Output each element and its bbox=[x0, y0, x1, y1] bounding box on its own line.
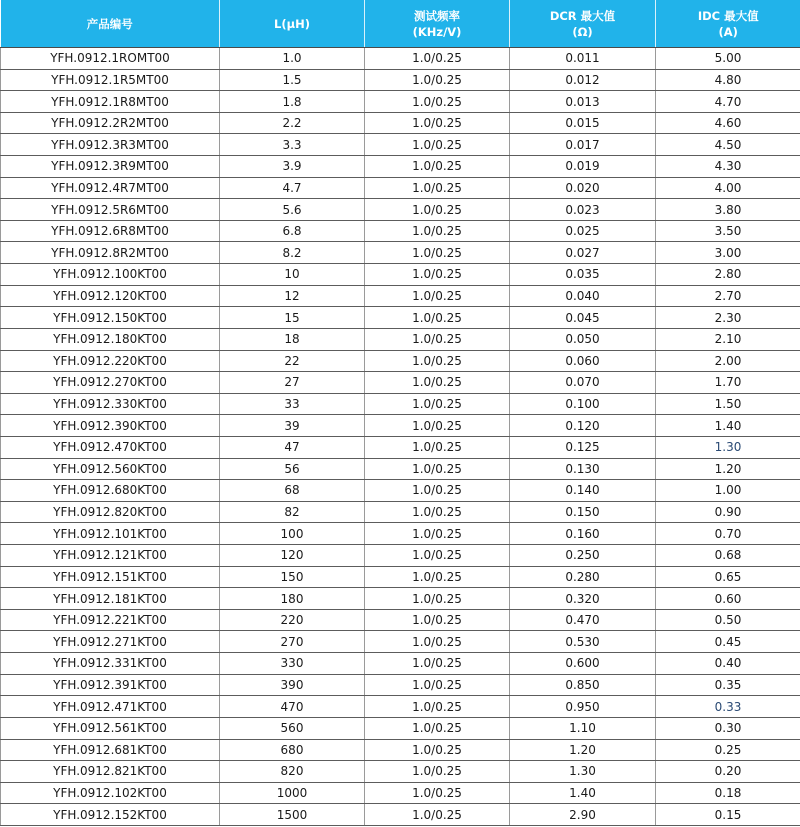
test-frequency-cell: 1.0/0.25 bbox=[365, 393, 510, 415]
inductance-cell: 82 bbox=[220, 501, 365, 523]
test-frequency-cell: 1.0/0.25 bbox=[365, 717, 510, 739]
idc-max-cell: 4.00 bbox=[656, 177, 800, 199]
idc-max-cell: 3.00 bbox=[656, 242, 800, 264]
part-number-cell: YFH.0912.561KT00 bbox=[1, 717, 220, 739]
dcr-max-cell: 0.120 bbox=[510, 415, 656, 437]
part-number-cell: YFH.0912.100KT00 bbox=[1, 264, 220, 286]
dcr-max-cell: 0.015 bbox=[510, 112, 656, 134]
idc-max-cell: 1.40 bbox=[656, 415, 800, 437]
idc-max-cell: 2.30 bbox=[656, 307, 800, 329]
test-frequency-cell: 1.0/0.25 bbox=[365, 782, 510, 804]
idc-max-cell: 1.20 bbox=[656, 458, 800, 480]
dcr-max-cell: 0.013 bbox=[510, 91, 656, 113]
test-frequency-cell: 1.0/0.25 bbox=[365, 761, 510, 783]
part-number-cell: YFH.0912.150KT00 bbox=[1, 307, 220, 329]
table-row bbox=[1, 739, 800, 761]
header-idc-max-label: IDC 最大值 bbox=[697, 8, 759, 23]
table-row bbox=[1, 588, 800, 610]
test-frequency-cell: 1.0/0.25 bbox=[365, 134, 510, 156]
table-row bbox=[1, 307, 800, 329]
part-number-cell: YFH.0912.102KT00 bbox=[1, 782, 220, 804]
part-number-cell: YFH.0912.220KT00 bbox=[1, 350, 220, 372]
table-row bbox=[1, 350, 800, 372]
table-row bbox=[1, 134, 800, 156]
header-part-number-label: 产品编号 bbox=[86, 16, 133, 31]
idc-max-cell: 1.70 bbox=[656, 372, 800, 394]
part-number-cell: YFH.0912.470KT00 bbox=[1, 436, 220, 458]
inductance-cell: 330 bbox=[220, 653, 365, 675]
dcr-max-cell: 0.160 bbox=[510, 523, 656, 545]
table-row bbox=[1, 804, 800, 826]
table-row bbox=[1, 91, 800, 113]
test-frequency-cell: 1.0/0.25 bbox=[365, 523, 510, 545]
dcr-max-cell: 0.100 bbox=[510, 393, 656, 415]
part-number-cell: YFH.0912.680KT00 bbox=[1, 480, 220, 502]
dcr-max-cell: 0.017 bbox=[510, 134, 656, 156]
inductance-cell: 56 bbox=[220, 458, 365, 480]
inductance-cell: 820 bbox=[220, 761, 365, 783]
inductance-cell: 47 bbox=[220, 436, 365, 458]
test-frequency-cell: 1.0/0.25 bbox=[365, 739, 510, 761]
part-number-cell: YFH.0912.4R7MT00 bbox=[1, 177, 220, 199]
test-frequency-cell: 1.0/0.25 bbox=[365, 112, 510, 134]
dcr-max-cell: 0.025 bbox=[510, 220, 656, 242]
part-number-cell: YFH.0912.271KT00 bbox=[1, 631, 220, 653]
test-frequency-cell: 1.0/0.25 bbox=[365, 696, 510, 718]
dcr-max-cell: 0.140 bbox=[510, 480, 656, 502]
dcr-max-cell: 0.011 bbox=[510, 48, 656, 70]
idc-max-cell: 4.30 bbox=[656, 156, 800, 178]
idc-max-cell: 0.40 bbox=[656, 653, 800, 675]
inductance-cell: 100 bbox=[220, 523, 365, 545]
inductance-cell: 39 bbox=[220, 415, 365, 437]
idc-max-cell: 0.18 bbox=[656, 782, 800, 804]
inductance-cell: 3.3 bbox=[220, 134, 365, 156]
part-number-cell: YFH.0912.1R8MT00 bbox=[1, 91, 220, 113]
test-frequency-cell: 1.0/0.25 bbox=[365, 609, 510, 631]
test-frequency-cell: 1.0/0.25 bbox=[365, 372, 510, 394]
inductance-cell: 18 bbox=[220, 328, 365, 350]
inductance-cell: 33 bbox=[220, 393, 365, 415]
inductance-cell: 270 bbox=[220, 631, 365, 653]
inductance-cell: 68 bbox=[220, 480, 365, 502]
test-frequency-cell: 1.0/0.25 bbox=[365, 415, 510, 437]
header-inductance bbox=[220, 0, 365, 48]
table-row bbox=[1, 631, 800, 653]
test-frequency-cell: 1.0/0.25 bbox=[365, 588, 510, 610]
table-row bbox=[1, 653, 800, 675]
table-row bbox=[1, 177, 800, 199]
table-row bbox=[1, 782, 800, 804]
idc-max-cell: 5.00 bbox=[656, 48, 800, 70]
part-number-cell: YFH.0912.121KT00 bbox=[1, 545, 220, 567]
test-frequency-cell: 1.0/0.25 bbox=[365, 177, 510, 199]
test-frequency-cell: 1.0/0.25 bbox=[365, 804, 510, 826]
header-test-frequency-label: 测试频率 bbox=[414, 8, 460, 23]
part-number-cell: YFH.0912.471KT00 bbox=[1, 696, 220, 718]
table-row bbox=[1, 717, 800, 739]
header-row bbox=[1, 0, 800, 48]
inductance-cell: 150 bbox=[220, 566, 365, 588]
dcr-max-cell: 0.020 bbox=[510, 177, 656, 199]
table-row bbox=[1, 415, 800, 437]
table-body bbox=[1, 48, 800, 826]
header-inductance-label: L(μH) bbox=[274, 16, 310, 31]
inductance-cell: 1000 bbox=[220, 782, 365, 804]
part-number-cell: YFH.0912.3R3MT00 bbox=[1, 134, 220, 156]
test-frequency-cell: 1.0/0.25 bbox=[365, 436, 510, 458]
test-frequency-cell: 1.0/0.25 bbox=[365, 653, 510, 675]
dcr-max-cell: 0.280 bbox=[510, 566, 656, 588]
test-frequency-cell: 1.0/0.25 bbox=[365, 242, 510, 264]
test-frequency-cell: 1.0/0.25 bbox=[365, 264, 510, 286]
idc-max-cell: 0.68 bbox=[656, 545, 800, 567]
table-row bbox=[1, 264, 800, 286]
dcr-max-cell: 0.035 bbox=[510, 264, 656, 286]
inductance-cell: 1.5 bbox=[220, 69, 365, 91]
inductance-cell: 120 bbox=[220, 545, 365, 567]
table-row bbox=[1, 48, 800, 70]
header-dcr-max bbox=[510, 0, 656, 48]
inductance-cell: 470 bbox=[220, 696, 365, 718]
idc-max-cell: 0.45 bbox=[656, 631, 800, 653]
part-number-cell: YFH.0912.181KT00 bbox=[1, 588, 220, 610]
inductance-cell: 10 bbox=[220, 264, 365, 286]
inductance-cell: 3.9 bbox=[220, 156, 365, 178]
idc-max-cell: 0.15 bbox=[656, 804, 800, 826]
dcr-max-cell: 1.10 bbox=[510, 717, 656, 739]
table-row bbox=[1, 501, 800, 523]
dcr-max-cell: 0.530 bbox=[510, 631, 656, 653]
part-number-cell: YFH.0912.270KT00 bbox=[1, 372, 220, 394]
dcr-max-cell: 1.30 bbox=[510, 761, 656, 783]
dcr-max-cell: 2.90 bbox=[510, 804, 656, 826]
header-idc-max-unit: (A) bbox=[718, 24, 738, 39]
idc-max-cell: 0.25 bbox=[656, 739, 800, 761]
dcr-max-cell: 0.150 bbox=[510, 501, 656, 523]
test-frequency-cell: 1.0/0.25 bbox=[365, 91, 510, 113]
header-idc-max bbox=[656, 0, 800, 48]
dcr-max-cell: 0.050 bbox=[510, 328, 656, 350]
test-frequency-cell: 1.0/0.25 bbox=[365, 199, 510, 221]
inductance-cell: 1.8 bbox=[220, 91, 365, 113]
test-frequency-cell: 1.0/0.25 bbox=[365, 480, 510, 502]
inductance-cell: 22 bbox=[220, 350, 365, 372]
dcr-max-cell: 0.027 bbox=[510, 242, 656, 264]
dcr-max-cell: 0.130 bbox=[510, 458, 656, 480]
test-frequency-cell: 1.0/0.25 bbox=[365, 545, 510, 567]
header-part-number bbox=[1, 0, 220, 48]
dcr-max-cell: 0.470 bbox=[510, 609, 656, 631]
table-row bbox=[1, 523, 800, 545]
test-frequency-cell: 1.0/0.25 bbox=[365, 69, 510, 91]
table-row bbox=[1, 199, 800, 221]
table-row bbox=[1, 609, 800, 631]
idc-max-cell: 2.00 bbox=[656, 350, 800, 372]
dcr-max-cell: 0.019 bbox=[510, 156, 656, 178]
part-number-cell: YFH.0912.820KT00 bbox=[1, 501, 220, 523]
header-dcr-max-unit: (Ω) bbox=[572, 24, 593, 39]
table-row bbox=[1, 674, 800, 696]
idc-max-cell: 0.90 bbox=[656, 501, 800, 523]
table-row bbox=[1, 436, 800, 458]
test-frequency-cell: 1.0/0.25 bbox=[365, 328, 510, 350]
table-row bbox=[1, 393, 800, 415]
inductance-cell: 27 bbox=[220, 372, 365, 394]
table-row bbox=[1, 761, 800, 783]
table-row bbox=[1, 480, 800, 502]
test-frequency-cell: 1.0/0.25 bbox=[365, 220, 510, 242]
idc-max-cell: 0.33 bbox=[656, 696, 800, 718]
dcr-max-cell: 0.850 bbox=[510, 674, 656, 696]
test-frequency-cell: 1.0/0.25 bbox=[365, 631, 510, 653]
inductance-cell: 1.0 bbox=[220, 48, 365, 70]
part-number-cell: YFH.0912.821KT00 bbox=[1, 761, 220, 783]
part-number-cell: YFH.0912.681KT00 bbox=[1, 739, 220, 761]
idc-max-cell: 0.20 bbox=[656, 761, 800, 783]
idc-max-cell: 2.70 bbox=[656, 285, 800, 307]
inductance-cell: 6.8 bbox=[220, 220, 365, 242]
dcr-max-cell: 0.060 bbox=[510, 350, 656, 372]
dcr-max-cell: 0.045 bbox=[510, 307, 656, 329]
part-number-cell: YFH.0912.180KT00 bbox=[1, 328, 220, 350]
part-number-cell: YFH.0912.6R8MT00 bbox=[1, 220, 220, 242]
table-row bbox=[1, 220, 800, 242]
idc-max-cell: 2.10 bbox=[656, 328, 800, 350]
part-number-cell: YFH.0912.331KT00 bbox=[1, 653, 220, 675]
part-number-cell: YFH.0912.1R5MT00 bbox=[1, 69, 220, 91]
part-number-cell: YFH.0912.5R6MT00 bbox=[1, 199, 220, 221]
idc-max-cell: 2.80 bbox=[656, 264, 800, 286]
idc-max-cell: 0.65 bbox=[656, 566, 800, 588]
part-number-cell: YFH.0912.390KT00 bbox=[1, 415, 220, 437]
test-frequency-cell: 1.0/0.25 bbox=[365, 501, 510, 523]
inductance-cell: 8.2 bbox=[220, 242, 365, 264]
test-frequency-cell: 1.0/0.25 bbox=[365, 458, 510, 480]
table-row bbox=[1, 545, 800, 567]
idc-max-cell: 0.50 bbox=[656, 609, 800, 631]
table-row bbox=[1, 372, 800, 394]
part-number-cell: YFH.0912.151KT00 bbox=[1, 566, 220, 588]
inductance-cell: 5.6 bbox=[220, 199, 365, 221]
idc-max-cell: 1.50 bbox=[656, 393, 800, 415]
inductance-cell: 2.2 bbox=[220, 112, 365, 134]
test-frequency-cell: 1.0/0.25 bbox=[365, 156, 510, 178]
idc-max-cell: 1.30 bbox=[656, 436, 800, 458]
dcr-max-cell: 0.125 bbox=[510, 436, 656, 458]
dcr-max-cell: 0.040 bbox=[510, 285, 656, 307]
header-test-frequency bbox=[365, 0, 510, 48]
inductance-cell: 12 bbox=[220, 285, 365, 307]
part-number-cell: YFH.0912.1ROMT00 bbox=[1, 48, 220, 70]
dcr-max-cell: 0.320 bbox=[510, 588, 656, 610]
idc-max-cell: 4.80 bbox=[656, 69, 800, 91]
idc-max-cell: 3.80 bbox=[656, 199, 800, 221]
idc-max-cell: 0.60 bbox=[656, 588, 800, 610]
inductance-cell: 680 bbox=[220, 739, 365, 761]
idc-max-cell: 4.70 bbox=[656, 91, 800, 113]
inductance-cell: 390 bbox=[220, 674, 365, 696]
part-number-cell: YFH.0912.221KT00 bbox=[1, 609, 220, 631]
table-row bbox=[1, 458, 800, 480]
table-row bbox=[1, 328, 800, 350]
table-row bbox=[1, 112, 800, 134]
idc-max-cell: 1.00 bbox=[656, 480, 800, 502]
test-frequency-cell: 1.0/0.25 bbox=[365, 350, 510, 372]
part-number-cell: YFH.0912.3R9MT00 bbox=[1, 156, 220, 178]
test-frequency-cell: 1.0/0.25 bbox=[365, 566, 510, 588]
dcr-max-cell: 0.012 bbox=[510, 69, 656, 91]
dcr-max-cell: 1.40 bbox=[510, 782, 656, 804]
part-number-cell: YFH.0912.560KT00 bbox=[1, 458, 220, 480]
table-row bbox=[1, 696, 800, 718]
idc-max-cell: 0.30 bbox=[656, 717, 800, 739]
inductance-cell: 180 bbox=[220, 588, 365, 610]
part-number-cell: YFH.0912.2R2MT00 bbox=[1, 112, 220, 134]
table-row bbox=[1, 566, 800, 588]
test-frequency-cell: 1.0/0.25 bbox=[365, 285, 510, 307]
idc-max-cell: 4.60 bbox=[656, 112, 800, 134]
dcr-max-cell: 0.070 bbox=[510, 372, 656, 394]
part-number-cell: YFH.0912.101KT00 bbox=[1, 523, 220, 545]
table-row bbox=[1, 69, 800, 91]
part-number-cell: YFH.0912.152KT00 bbox=[1, 804, 220, 826]
inductance-cell: 220 bbox=[220, 609, 365, 631]
idc-max-cell: 0.70 bbox=[656, 523, 800, 545]
dcr-max-cell: 0.950 bbox=[510, 696, 656, 718]
inductance-cell: 15 bbox=[220, 307, 365, 329]
table-row bbox=[1, 242, 800, 264]
test-frequency-cell: 1.0/0.25 bbox=[365, 48, 510, 70]
header-test-frequency-unit: (KHz/V) bbox=[412, 24, 462, 39]
dcr-max-cell: 0.250 bbox=[510, 545, 656, 567]
part-number-cell: YFH.0912.8R2MT00 bbox=[1, 242, 220, 264]
inductance-cell: 1500 bbox=[220, 804, 365, 826]
inductance-cell: 4.7 bbox=[220, 177, 365, 199]
dcr-max-cell: 0.600 bbox=[510, 653, 656, 675]
dcr-max-cell: 0.023 bbox=[510, 199, 656, 221]
test-frequency-cell: 1.0/0.25 bbox=[365, 307, 510, 329]
table-row bbox=[1, 285, 800, 307]
part-number-cell: YFH.0912.120KT00 bbox=[1, 285, 220, 307]
part-number-cell: YFH.0912.391KT00 bbox=[1, 674, 220, 696]
inductance-cell: 560 bbox=[220, 717, 365, 739]
dcr-max-cell: 1.20 bbox=[510, 739, 656, 761]
header-dcr-max-label: DCR 最大值 bbox=[549, 8, 616, 23]
idc-max-cell: 0.35 bbox=[656, 674, 800, 696]
part-number-cell: YFH.0912.330KT00 bbox=[1, 393, 220, 415]
test-frequency-cell: 1.0/0.25 bbox=[365, 674, 510, 696]
idc-max-cell: 3.50 bbox=[656, 220, 800, 242]
table-row bbox=[1, 156, 800, 178]
idc-max-cell: 4.50 bbox=[656, 134, 800, 156]
